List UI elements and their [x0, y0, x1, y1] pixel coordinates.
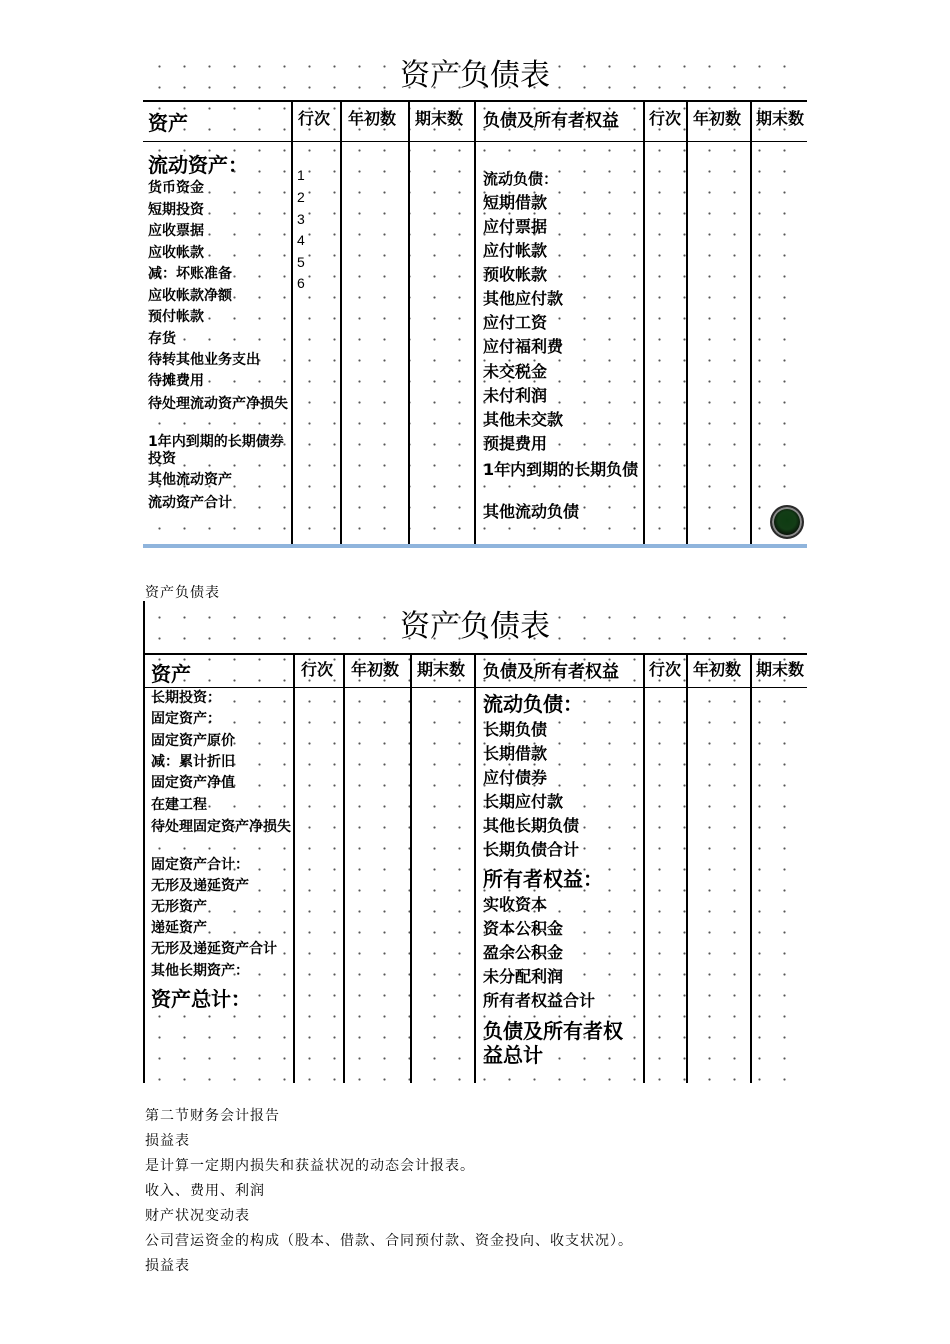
text-line: 是计算一定期内损失和获益状况的动态会计报表。	[145, 1158, 475, 1174]
list-item: 预付帐款	[148, 309, 204, 325]
list-item: 1年内到期的长期负债	[483, 460, 639, 479]
list-item: 长期负债合计	[483, 840, 580, 859]
grand-total: 负债及所有者权益总计	[483, 1019, 623, 1067]
text-line: 财产状况变动表	[145, 1208, 250, 1224]
col-divider	[340, 100, 342, 544]
header-begin-2: 年初数	[693, 109, 742, 128]
list-item: 待摊费用	[148, 373, 204, 389]
list-item: 应收帐款	[148, 245, 204, 261]
col-divider	[686, 653, 688, 1083]
list-item: 长期应付款	[483, 792, 564, 811]
list-item: 应付工资	[483, 313, 548, 332]
col-divider	[410, 653, 412, 1083]
list-item: 未交税金	[483, 362, 548, 381]
section-equity: 所有者权益：	[483, 867, 603, 891]
list-item: 存货	[148, 331, 176, 347]
header-end: 期末数	[417, 660, 466, 679]
list-item: 1年内到期的长期债券投资	[148, 434, 284, 467]
assets-total: 资产总计：	[151, 987, 251, 1011]
list-item: 其他未交款	[483, 410, 564, 429]
list-item: 待转其他业务支出	[148, 352, 260, 368]
list-item: 盈余公积金	[483, 943, 564, 962]
row-number: 6	[297, 275, 305, 291]
list-item: 其他长期资产：	[151, 963, 249, 979]
list-item: 实收资本	[483, 895, 548, 914]
list-item: 递延资产	[151, 920, 207, 936]
section-heading: 第二节财务会计报告	[145, 1108, 280, 1124]
header-begin: 年初数	[351, 660, 400, 679]
balance-sheet-2	[143, 601, 807, 1083]
row-number: 1	[297, 167, 305, 183]
list-item: 短期投资	[148, 202, 204, 218]
caption: 资产负债表	[145, 585, 220, 601]
list-item: 未付利润	[483, 386, 548, 405]
col-divider	[750, 653, 752, 1083]
header-liabilities: 负债及所有者权益	[483, 111, 619, 131]
list-item: 其他应付款	[483, 289, 564, 308]
list-item: 固定资产原价	[151, 733, 235, 749]
list-item: 减：累计折旧	[151, 754, 235, 770]
sheet-title: 资产负债表	[400, 609, 550, 644]
balance-sheet-1	[143, 50, 807, 544]
header-liabilities: 负债及所有者权益	[483, 662, 619, 682]
header-assets: 资产	[148, 111, 188, 135]
list-item: 应付债券	[483, 768, 548, 787]
col-divider	[343, 653, 345, 1083]
list-item: 长期借款	[483, 744, 548, 763]
col-divider	[293, 653, 295, 1083]
list-item: 其他流动负债	[483, 502, 580, 521]
list-item: 固定资产：	[151, 711, 221, 727]
header-begin: 年初数	[348, 109, 397, 128]
row-number: 3	[297, 211, 305, 227]
header-row-no-2: 行次	[649, 660, 682, 679]
text-line: 损益表	[145, 1133, 190, 1149]
list-item: 未分配利润	[483, 967, 564, 986]
row-number: 4	[297, 232, 305, 248]
list-item: 应付帐款	[483, 241, 548, 260]
list-item: 固定资产合计：	[151, 857, 249, 873]
list-item: 长期负债	[483, 720, 548, 739]
list-item: 减：坏账准备	[148, 266, 232, 282]
list-item: 短期借款	[483, 193, 548, 212]
text-line: 收入、费用、利润	[145, 1183, 265, 1199]
list-item: 应付票据	[483, 217, 548, 236]
list-item: 所有者权益合计	[483, 991, 596, 1010]
list-item: 流动资产合计	[148, 495, 232, 511]
header-end-2: 期末数	[756, 660, 805, 679]
header-row-no-2: 行次	[649, 109, 682, 128]
list-item: 在建工程	[151, 797, 207, 813]
list-item: 应收帐款净额	[148, 288, 232, 304]
list-item: 无形及递延资产	[151, 878, 249, 894]
col-divider	[750, 100, 752, 544]
list-item: 无形及递延资产合计	[151, 941, 277, 957]
list-item: 其他长期负债	[483, 816, 580, 835]
list-item: 应付福利费	[483, 337, 564, 356]
list-item: 无形资产	[151, 899, 207, 915]
list-item: 应收票据	[148, 223, 204, 239]
list-item: 长期投资：	[151, 690, 221, 706]
header-assets: 资产	[151, 662, 191, 686]
col-divider	[474, 100, 476, 544]
list-item: 预收帐款	[483, 265, 548, 284]
sheet-title: 资产负债表	[400, 58, 550, 93]
col-divider	[686, 100, 688, 544]
list-item: 待处理固定资产净损失	[151, 819, 291, 835]
sheet-left-border	[143, 601, 145, 1083]
header-end: 期末数	[415, 109, 464, 128]
list-item: 固定资产净值	[151, 775, 235, 791]
text-line: 公司营运资金的构成（股本、借款、合同预付款、资金投向、收支状况）。	[145, 1233, 633, 1249]
list-item: 预提费用	[483, 434, 548, 453]
header-row-no: 行次	[301, 660, 334, 679]
sheet-bottom-bar	[143, 544, 807, 548]
row-number: 5	[297, 254, 305, 270]
col-divider	[474, 653, 476, 1083]
list-item: 其他流动资产	[148, 472, 232, 488]
header-row-no: 行次	[298, 109, 331, 128]
list-item: 货币资金	[148, 180, 204, 196]
text-line: 损益表	[145, 1258, 190, 1274]
col-divider	[643, 100, 645, 544]
col-divider	[408, 100, 410, 544]
round-button-icon[interactable]	[770, 505, 804, 539]
section-current-assets: 流动资产：	[148, 153, 248, 177]
section-current-liabilities: 流动负债：	[483, 170, 559, 188]
list-item: 资本公积金	[483, 919, 564, 938]
header-begin-2: 年初数	[693, 660, 742, 679]
col-divider	[643, 653, 645, 1083]
section-liabilities: 流动负债：	[483, 692, 583, 716]
header-end-2: 期末数	[756, 109, 805, 128]
list-item: 待处理流动资产净损失	[148, 396, 288, 412]
row-number: 2	[297, 189, 305, 205]
col-divider	[291, 100, 293, 544]
